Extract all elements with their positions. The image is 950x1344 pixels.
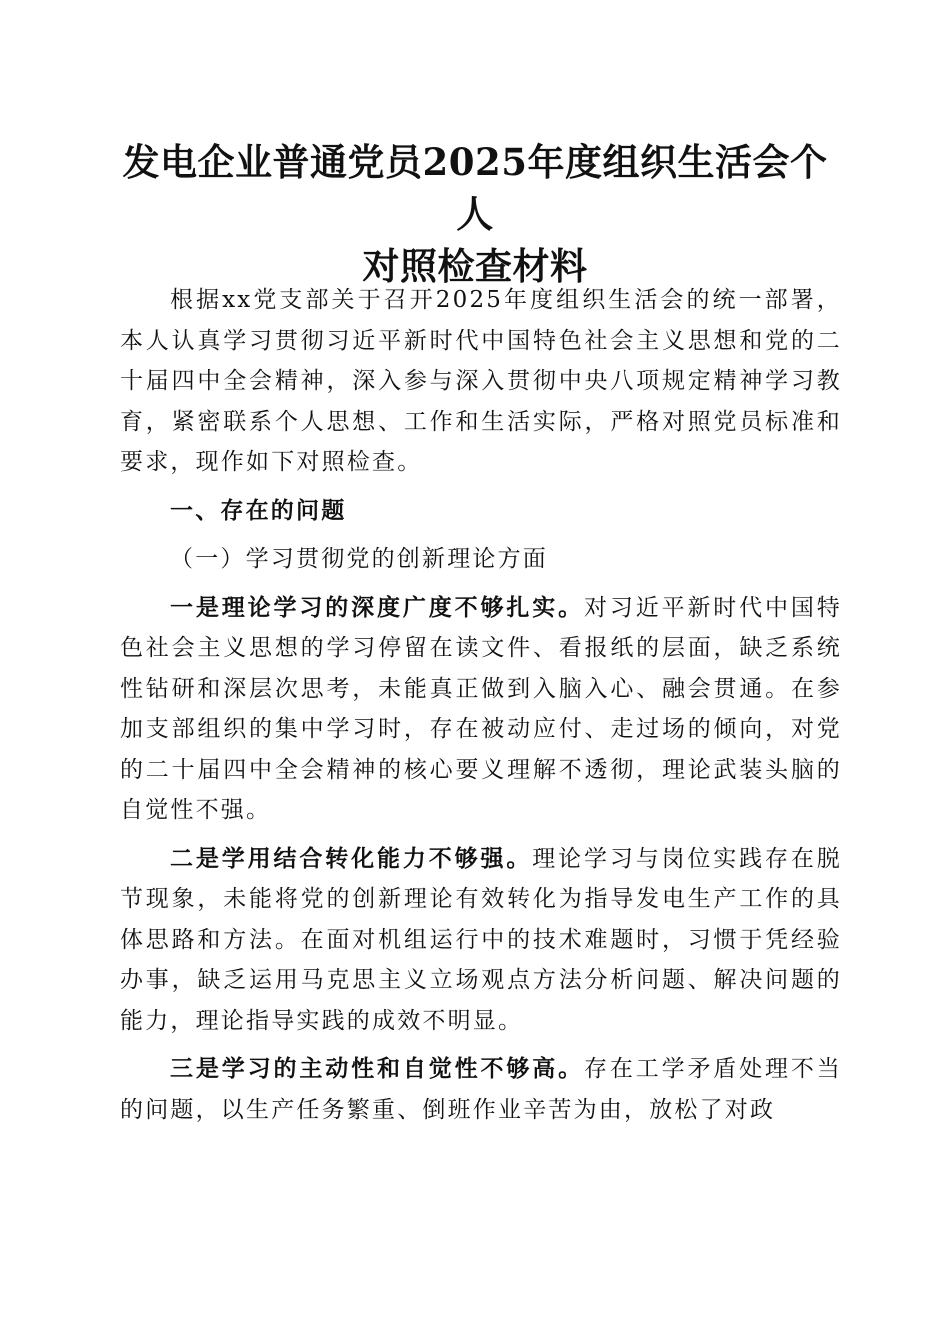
- problem-item-3-text: 存在工学矛盾处理不当的问题，以生产任务繁重、倒班作业辛苦为由，放松了对政: [120, 1056, 842, 1123]
- problem-item-2-lead: 二是学用结合转化能力不够强。: [170, 844, 533, 872]
- document-title: [110, 136, 840, 292]
- problem-item-3-lead: 三是学习的主动性和自觉性不够高。: [170, 1055, 584, 1082]
- subsection-heading-theory: （一）学习贯彻党的创新理论方面: [170, 546, 548, 572]
- problem-item-3: [120, 1049, 842, 1130]
- problem-item-1-text: 对习近平新时代中国特色社会主义思想的学习停留在读文件、看报纸的层面，缺乏系统性钻研和深层次思考，未能真正做到入脑入心、融会贯通。在参加支部组织的集中学习时，存在被动应付、走过场的倾向，对党的二十届四中全会精神的核心要义理解不透彻，理论武装头脑的自觉性不强。: [120, 594, 842, 823]
- title-line-1: 发电企业普通党员2025年度组织生活会个人: [122, 140, 828, 236]
- section-heading-problems: 一、存在的问题: [170, 496, 347, 524]
- problem-item-2-text: 理论学习与岗位实践存在脱节现象，未能将党的创新理论有效转化为指导发电生产工作的具体思路和方法。在面对机组运行中的技术难题时，习惯于凭经验办事，缺乏运用马克思主义立场观点方法分析问题、解决问题的能力，理论指导实践的成效不明显。: [120, 845, 842, 1034]
- problem-item-1: [120, 588, 842, 831]
- problem-item-2: [120, 839, 842, 1042]
- title-line-2: 对照检查材料: [362, 244, 588, 288]
- document-body: [120, 280, 842, 1130]
- problem-item-1-lead: 一是理论学习的深度广度不够扎实。: [170, 593, 584, 621]
- intro-paragraph: 根据xx党支部关于召开2025年度组织生活会的统一部署，本人认真学习贯彻习近平新时代中国特色社会主义思想和党的二十届四中全会精神，深入参与深入贯彻中央八项规定精神学习教育，紧密联系个人思想、工作和生活实际，严格对照党员标准和要求，现作如下对照检查。: [120, 287, 842, 475]
